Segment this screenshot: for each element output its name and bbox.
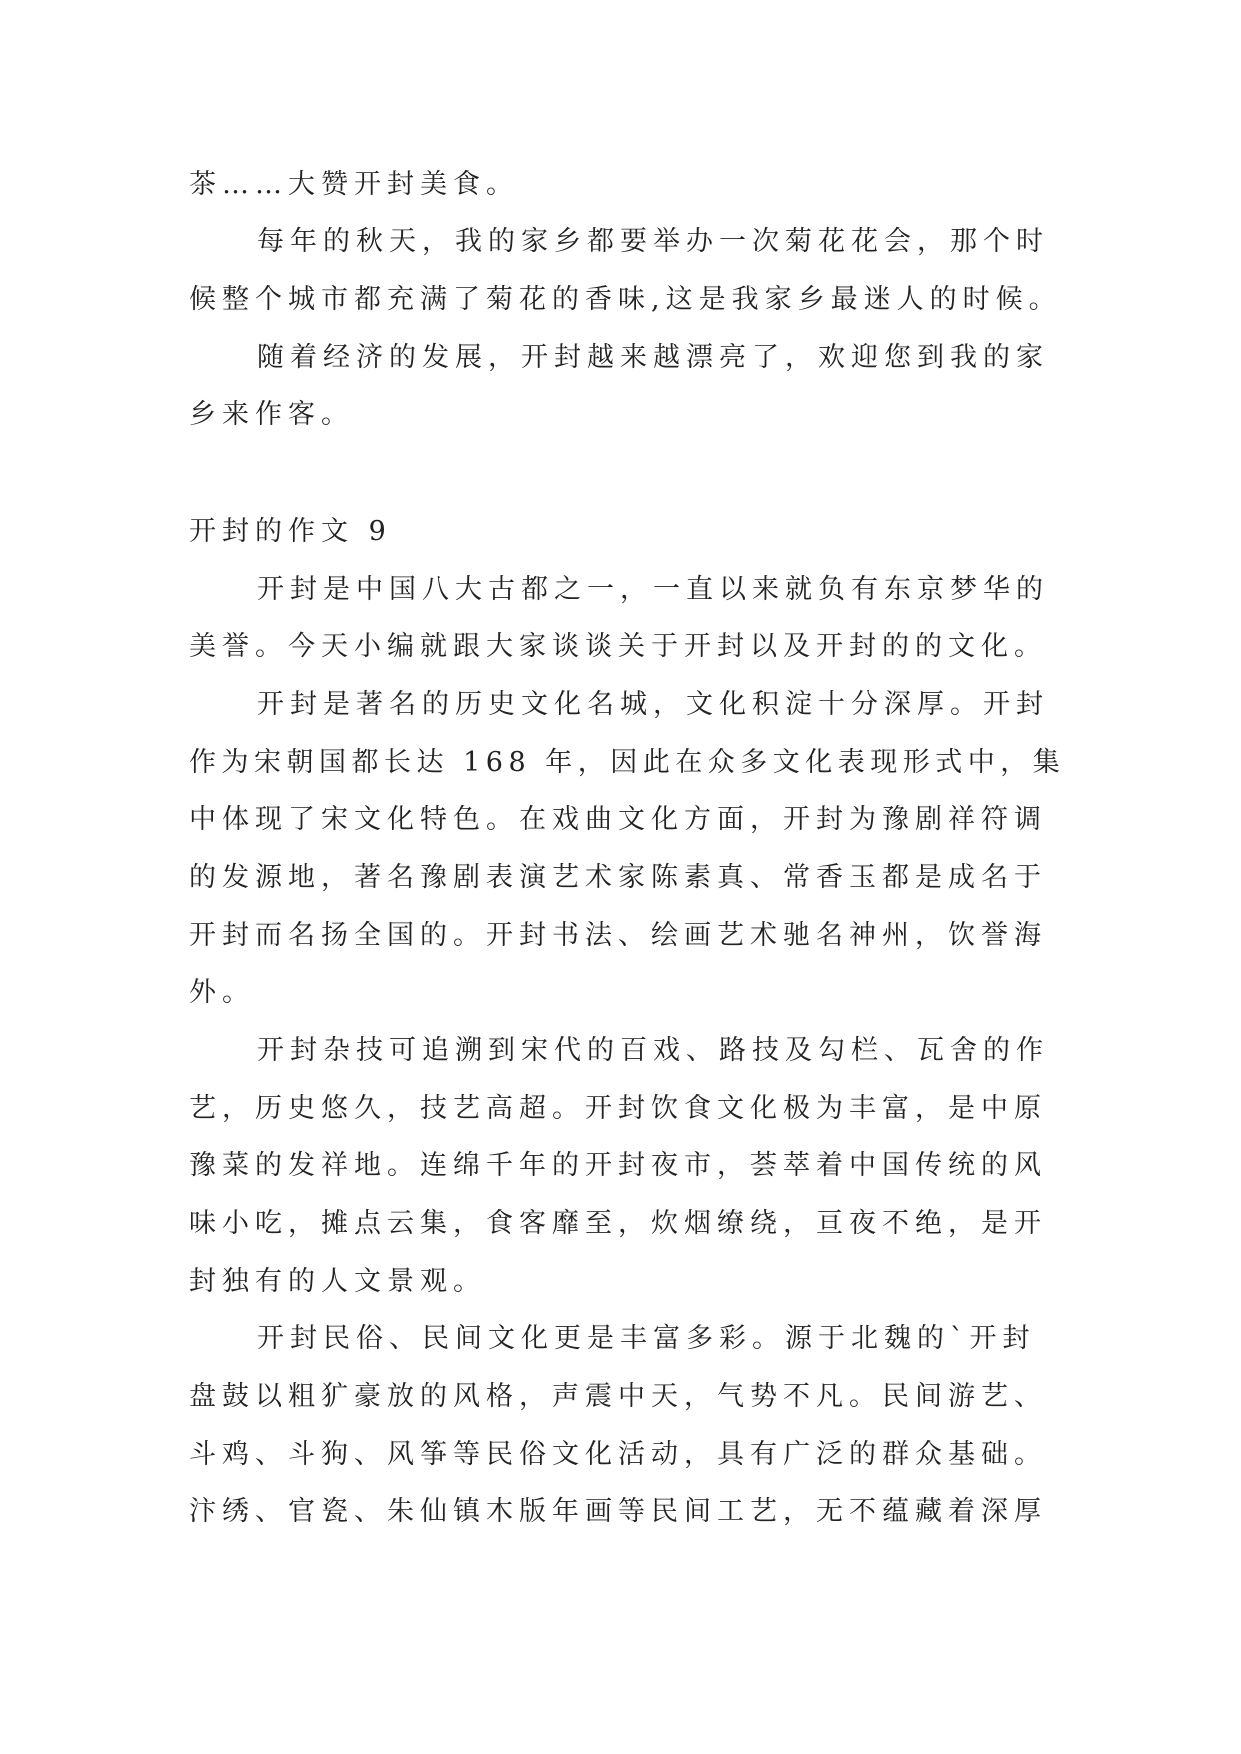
text-line: 开封是著名的历史文化名城，文化积淀十分深厚。开封 [257, 689, 1049, 720]
text-line: 味小吃，摊点云集，食客靡至，炊烟缭绕，亘夜不绝，是开 [189, 1208, 1047, 1239]
text-line: 开封民俗、民间文化更是丰富多彩。源于北魏的`开封 [257, 1323, 1036, 1354]
text-line: 盘鼓以粗犷豪放的风格，声震中天，气势不凡。民间游艺、 [189, 1381, 1047, 1412]
text-line: 封独有的人文景观。 [189, 1266, 486, 1297]
text-line: 艺，历史悠久，技艺高超。开封饮食文化极为丰富，是中原 [189, 1093, 1047, 1124]
text-line: 美誉。今天小编就跟大家谈谈关于开封以及开封的的文化。 [189, 631, 1047, 662]
text-line: 的发源地，著名豫剧表演艺术家陈素真、常香玉都是成名于 [189, 862, 1047, 893]
section-heading: 开封的作文 9 [189, 516, 392, 547]
text-line: 中体现了宋文化特色。在戏曲文化方面，开封为豫剧祥符调 [189, 804, 1047, 835]
text-line: 乡来作客。 [189, 399, 354, 430]
text-line: 开封杂技可追溯到宋代的百戏、路技及勾栏、瓦舍的作 [257, 1035, 1049, 1066]
text-line: 开封而名扬全国的。开封书法、绘画艺术驰名神州，饮誉海 [189, 920, 1047, 951]
text-line: 作为宋朝国都长达 168 年，因此在众多文化表现形式中，集 [189, 747, 1066, 778]
text-line: 候整个城市都充满了菊花的香味,这是我家乡最迷人的时候。 [189, 284, 1062, 315]
text-line: 随着经济的发展，开封越来越漂亮了，欢迎您到我的家 [257, 342, 1049, 373]
text-line: 外。 [189, 977, 255, 1008]
text-line: 开封是中国八大古都之一，一直以来就负有东京梦华的 [257, 574, 1049, 605]
text-line: 汴绣、官瓷、朱仙镇木版年画等民间工艺，无不蕴藏着深厚 [189, 1496, 1047, 1527]
text-line: 豫菜的发祥地。连绵千年的开封夜市，荟萃着中国传统的风 [189, 1150, 1047, 1181]
text-line: 茶……大赞开封美食。 [189, 169, 519, 200]
text-line: 斗鸡、斗狗、风筝等民俗文化活动，具有广泛的群众基础。 [189, 1439, 1047, 1470]
text-line: 每年的秋天，我的家乡都要举办一次菊花花会，那个时 [257, 226, 1049, 257]
